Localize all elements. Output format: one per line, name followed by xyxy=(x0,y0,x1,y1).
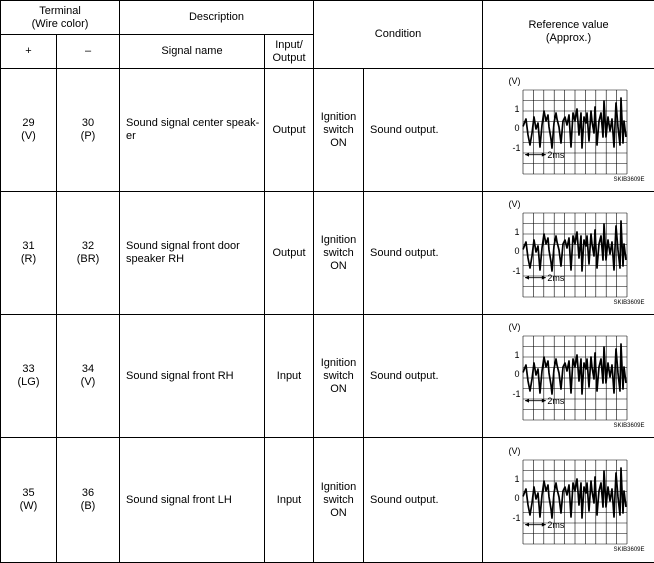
signal-name-cell xyxy=(120,192,265,315)
table-row xyxy=(1,69,654,192)
y-tick-label: -1 xyxy=(512,143,521,153)
input-output-cell: Input xyxy=(265,438,314,563)
wire-color: (BR) xyxy=(76,253,100,265)
wire-color: (P) xyxy=(80,130,96,142)
terminal-number: 30 xyxy=(81,117,95,129)
signal-name-cell xyxy=(120,69,265,192)
ignition-cell xyxy=(314,438,364,563)
reference-cell xyxy=(483,315,654,438)
y-tick-label: 0 xyxy=(514,246,520,256)
signal-name-line1: Sound signal front LH xyxy=(126,493,232,506)
input-output-cell: Output xyxy=(265,192,314,315)
input-output-header-line2: Output xyxy=(272,51,306,64)
signal-name-line1: Sound signal front RH xyxy=(126,369,234,382)
reference-cell xyxy=(483,438,654,563)
reference-cell xyxy=(483,69,654,192)
signal-name-line2: speaker RH xyxy=(126,253,185,265)
y-tick-label: 1 xyxy=(514,227,520,237)
waveform-graph xyxy=(489,195,649,311)
reference-header xyxy=(483,1,654,69)
terminal-number: 29 xyxy=(22,117,35,129)
waveform-figure xyxy=(489,195,649,311)
ignition-line3: ON xyxy=(330,136,347,149)
terminal-number: 33 xyxy=(22,363,35,375)
plus-header: + xyxy=(1,35,57,69)
ignition-cell xyxy=(314,192,364,315)
y-tick-label: 1 xyxy=(514,474,520,484)
figure-code: SKIB3609E xyxy=(613,423,645,429)
condition-cell: Sound output. xyxy=(364,192,483,315)
plus-terminal-cell xyxy=(1,192,57,315)
wire-color: (V) xyxy=(80,376,96,388)
plus-terminal-cell xyxy=(1,69,57,192)
ignition-line1: Ignition xyxy=(320,110,357,123)
waveform-figure xyxy=(489,72,649,188)
input-output-header xyxy=(265,35,314,69)
input-output-cell: Output xyxy=(265,69,314,192)
figure-code: SKIB3609E xyxy=(613,547,645,553)
waveform-trace xyxy=(523,221,626,271)
time-scale-label: 2ms xyxy=(547,519,565,530)
ignition-cell xyxy=(314,315,364,438)
signal-name-cell xyxy=(120,315,265,438)
signal-name-line2: er xyxy=(126,130,136,142)
terminal-number: 36 xyxy=(81,487,95,499)
waveform-figure xyxy=(489,318,649,434)
wire-color-title: (Wire color) xyxy=(31,17,89,30)
y-tick-label: -1 xyxy=(512,389,521,399)
ignition-cell xyxy=(314,69,364,192)
ignition-line3: ON xyxy=(330,382,347,395)
ignition-line1: Ignition xyxy=(320,233,357,246)
terminal-number: 31 xyxy=(22,240,35,252)
waveform-graph xyxy=(489,72,649,188)
wire-color: (R) xyxy=(20,253,37,265)
terminal-number: 32 xyxy=(81,240,95,252)
y-tick-label: 0 xyxy=(514,123,520,133)
y-tick-label: 1 xyxy=(514,104,520,114)
figure-code: SKIB3609E xyxy=(613,300,645,306)
minus-terminal-cell xyxy=(57,438,120,563)
y-unit-label: (V) xyxy=(508,446,521,456)
y-tick-label: 0 xyxy=(514,369,520,379)
signal-name-cell xyxy=(120,438,265,563)
y-unit-label: (V) xyxy=(508,322,521,332)
terminal-number: 34 xyxy=(81,363,95,375)
condition-cell: Sound output. xyxy=(364,438,483,563)
y-unit-label: (V) xyxy=(508,199,521,209)
table-row xyxy=(1,315,654,438)
y-tick-label: 0 xyxy=(514,493,520,503)
terminal-number: 35 xyxy=(22,487,35,499)
waveform-trace xyxy=(523,98,626,148)
reference-title: Reference value xyxy=(528,19,609,31)
terminal-header xyxy=(1,1,120,35)
minus-terminal-cell xyxy=(57,69,120,192)
wire-color: (LG) xyxy=(17,376,40,388)
input-output-header-line1: Input/ xyxy=(275,38,303,51)
waveform-trace xyxy=(523,468,626,518)
plus-terminal-cell xyxy=(1,315,57,438)
ignition-line1: Ignition xyxy=(320,356,357,369)
ignition-line2: switch xyxy=(323,369,354,382)
condition-cell: Sound output. xyxy=(364,69,483,192)
reference-approx: (Approx.) xyxy=(545,32,592,44)
y-tick-label: 1 xyxy=(514,350,520,360)
ignition-line3: ON xyxy=(330,506,347,519)
y-unit-label: (V) xyxy=(508,76,521,86)
minus-header: – xyxy=(57,35,120,69)
input-output-cell: Input xyxy=(265,315,314,438)
waveform-figure xyxy=(489,442,649,558)
y-tick-label: -1 xyxy=(512,266,521,276)
time-scale-label: 2ms xyxy=(547,272,565,283)
condition-header: Condition xyxy=(314,1,483,69)
wire-color: (B) xyxy=(80,500,96,512)
ignition-line2: switch xyxy=(323,493,354,506)
ignition-line3: ON xyxy=(330,259,347,272)
signal-name-line1: Sound signal front door xyxy=(126,240,240,252)
table-row xyxy=(1,438,654,563)
terminal-title: Terminal xyxy=(39,4,81,17)
waveform-graph xyxy=(489,318,649,434)
time-scale-label: 2ms xyxy=(547,395,565,406)
ignition-line2: switch xyxy=(323,123,354,136)
condition-cell: Sound output. xyxy=(364,315,483,438)
waveform-trace xyxy=(523,344,626,394)
wire-color: (W) xyxy=(19,500,38,512)
wire-color: (V) xyxy=(21,130,36,142)
signal-name-header: Signal name xyxy=(120,35,265,69)
description-header: Description xyxy=(120,1,314,35)
reference-cell xyxy=(483,192,654,315)
table-row xyxy=(1,192,654,315)
y-tick-label: -1 xyxy=(512,513,521,523)
ignition-line2: switch xyxy=(323,246,354,259)
minus-terminal-cell xyxy=(57,192,120,315)
minus-terminal-cell xyxy=(57,315,120,438)
plus-terminal-cell xyxy=(1,438,57,563)
ignition-line1: Ignition xyxy=(320,480,357,493)
figure-code: SKIB3609E xyxy=(613,177,645,183)
signal-name-line1: Sound signal center speak- xyxy=(126,117,260,129)
time-scale-label: 2ms xyxy=(547,149,565,160)
waveform-graph xyxy=(489,442,649,558)
